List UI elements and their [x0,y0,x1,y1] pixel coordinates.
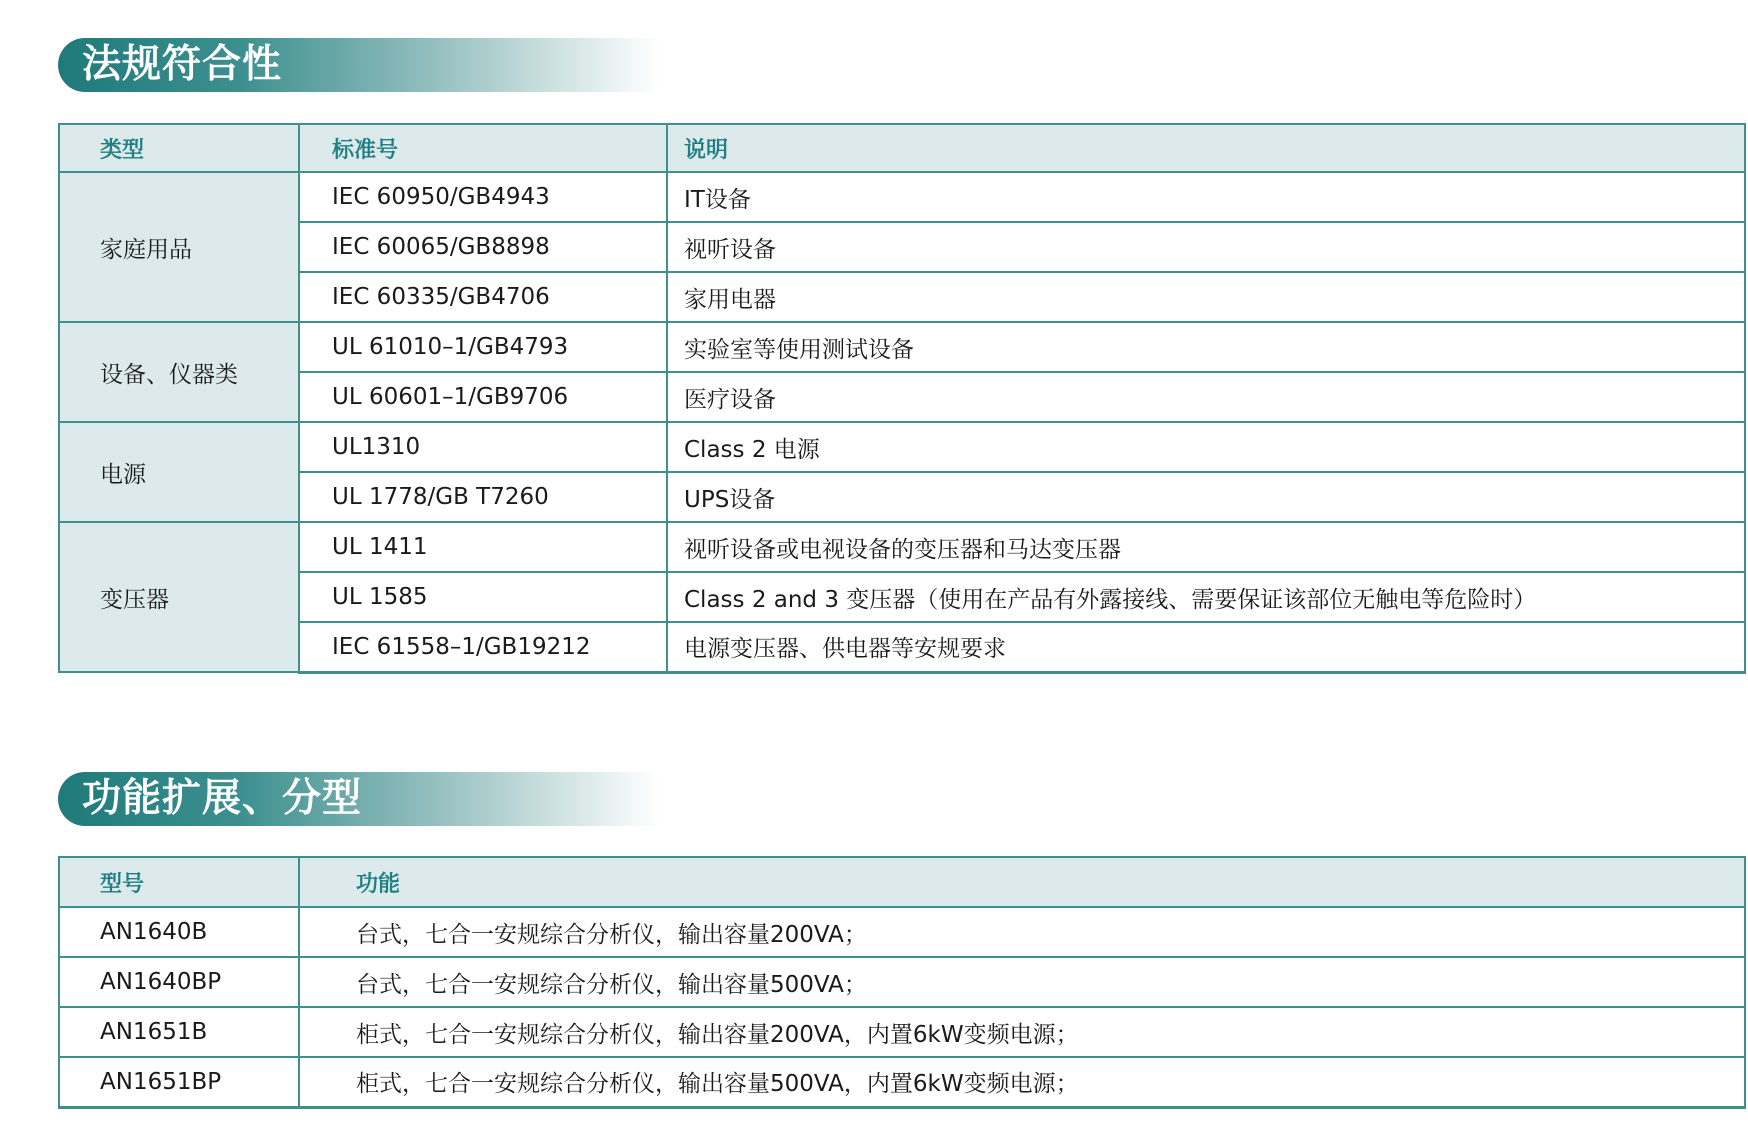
standard-cell: IEC 61558–1/GB19212 [299,622,667,672]
section-banner-models [58,772,660,826]
standard-cell: UL 1411 [299,522,667,572]
function-cell: 柜式，七合一安规综合分析仪，输出容量500VA，内置6kW变频电源； [299,1057,1745,1107]
header-function: 功能 [299,857,1745,907]
standard-cell: IEC 60335/GB4706 [299,272,667,322]
category-cell: 设备、仪器类 [59,322,299,422]
category-cell: 变压器 [59,522,299,672]
table-row [59,907,1745,957]
table-header-row [59,124,1745,172]
standard-cell: UL 1778/GB T7260 [299,472,667,522]
table-row [59,472,1745,522]
table-header-row [59,857,1745,907]
description-cell: 视听设备或电视设备的变压器和马达变压器 [667,522,1745,572]
model-cell: AN1640B [59,907,299,957]
models-table [58,856,1746,1109]
description-cell: IT设备 [667,172,1745,222]
table-row [59,272,1745,322]
section-title: 法规符合性 [82,42,283,87]
table-row [59,1007,1745,1057]
section-banner-compliance [58,38,660,92]
table-row [59,1057,1745,1107]
description-cell: UPS设备 [667,472,1745,522]
function-cell: 柜式，七合一安规综合分析仪，输出容量200VA，内置6kW变频电源； [299,1007,1745,1057]
header-standard: 标准号 [299,124,667,172]
model-cell: AN1640BP [59,957,299,1007]
description-cell: Class 2 电源 [667,422,1745,472]
table-row [59,572,1745,622]
standard-cell: UL 1585 [299,572,667,622]
table-row [59,422,1745,472]
function-cell: 台式，七合一安规综合分析仪，输出容量200VA； [299,907,1745,957]
standard-cell: UL1310 [299,422,667,472]
description-cell: Class 2 and 3 变压器（使用在产品有外露接线、需要保证该部位无触电等危险时） [667,572,1745,622]
description-cell: 家用电器 [667,272,1745,322]
function-cell: 台式，七合一安规综合分析仪，输出容量500VA； [299,957,1745,1007]
model-cell: AN1651B [59,1007,299,1057]
table-row [59,372,1745,422]
table-row [59,322,1745,372]
table-row [59,522,1745,572]
header-description: 说明 [667,124,1745,172]
table-row [59,172,1745,222]
header-model: 型号 [59,857,299,907]
model-cell: AN1651BP [59,1057,299,1107]
header-type: 类型 [59,124,299,172]
standard-cell: UL 60601–1/GB9706 [299,372,667,422]
description-cell: 医疗设备 [667,372,1745,422]
standard-cell: IEC 60065/GB8898 [299,222,667,272]
description-cell: 实验室等使用测试设备 [667,322,1745,372]
description-cell: 视听设备 [667,222,1745,272]
description-cell: 电源变压器、供电器等安规要求 [667,622,1745,672]
section-title: 功能扩展、分型 [82,776,363,821]
table-row [59,622,1745,672]
table-row [59,957,1745,1007]
category-cell: 家庭用品 [59,172,299,322]
standard-cell: UL 61010–1/GB4793 [299,322,667,372]
category-cell: 电源 [59,422,299,522]
standard-cell: IEC 60950/GB4943 [299,172,667,222]
table-row [59,222,1745,272]
compliance-table [58,123,1746,674]
